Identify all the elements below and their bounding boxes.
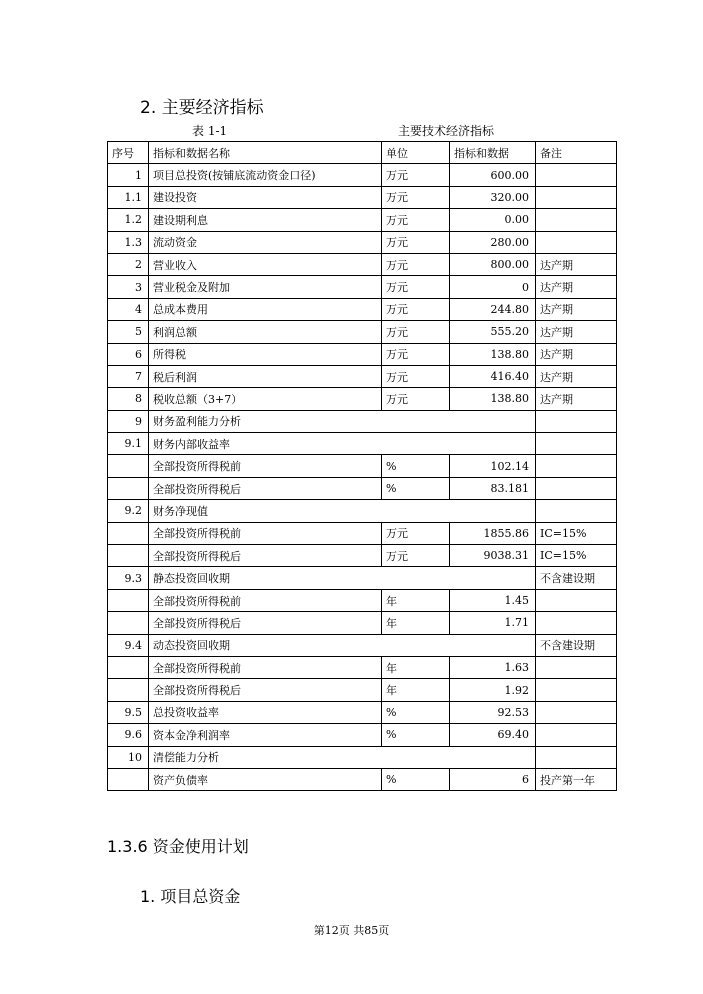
cell-value: 0.00 (450, 209, 536, 231)
cell-note: 达产期 (536, 253, 617, 275)
cell-unit: 万元 (382, 209, 450, 231)
cell-value: 0 (450, 276, 536, 298)
cell-unit: % (382, 477, 450, 499)
cell-value: 1.63 (450, 656, 536, 678)
table-row (108, 276, 617, 298)
cell-name: 资产负债率 (149, 768, 382, 790)
cell-seq (108, 612, 149, 634)
cell-name: 建设期利息 (149, 209, 382, 231)
cell-seq (108, 589, 149, 611)
indicators-table (107, 141, 617, 791)
cell-seq (108, 455, 149, 477)
cell-note: 达产期 (536, 388, 617, 410)
cell-unit: 年 (382, 589, 450, 611)
cell-value: 1.92 (450, 679, 536, 701)
cell-name: 总投资收益率 (149, 701, 382, 723)
cell-note (536, 500, 617, 522)
cell-note (536, 679, 617, 701)
cell-unit: % (382, 701, 450, 723)
cell-note: 不含建设期 (536, 567, 617, 589)
cell-note: 达产期 (536, 365, 617, 387)
cell-value: 6 (450, 768, 536, 790)
cell-note: 不含建设期 (536, 634, 617, 656)
table-row (108, 410, 617, 432)
table-row (108, 343, 617, 365)
section-heading-main-indicators: 2. 主要经济指标 (140, 98, 264, 118)
table-row (108, 612, 617, 634)
cell-note: 投产第一年 (536, 768, 617, 790)
table-row (108, 500, 617, 522)
header-unit: 单位 (382, 142, 450, 164)
cell-name: 动态投资回收期 (149, 634, 536, 656)
cell-note (536, 433, 617, 455)
cell-note (536, 455, 617, 477)
cell-name: 全部投资所得税后 (149, 612, 382, 634)
table-row (108, 186, 617, 208)
cell-name: 税收总额（3+7） (149, 388, 382, 410)
table-row (108, 522, 617, 544)
cell-name: 清偿能力分析 (149, 746, 536, 768)
cell-unit: 万元 (382, 388, 450, 410)
cell-unit: 万元 (382, 298, 450, 320)
table-row (108, 433, 617, 455)
cell-note (536, 612, 617, 634)
cell-name: 营业收入 (149, 253, 382, 275)
cell-unit: 年 (382, 656, 450, 678)
cell-note (536, 164, 617, 186)
cell-value: 600.00 (450, 164, 536, 186)
table-row (108, 455, 617, 477)
cell-seq: 8 (108, 388, 149, 410)
table-row (108, 589, 617, 611)
cell-name: 全部投资所得税后 (149, 477, 382, 499)
cell-value: 69.40 (450, 724, 536, 746)
cell-seq: 9.1 (108, 433, 149, 455)
cell-note (536, 410, 617, 432)
cell-seq: 5 (108, 321, 149, 343)
cell-name: 资本金净利润率 (149, 724, 382, 746)
cell-note: IC=15% (536, 522, 617, 544)
cell-value: 1.71 (450, 612, 536, 634)
cell-seq (108, 679, 149, 701)
cell-name: 静态投资回收期 (149, 567, 536, 589)
table-row (108, 298, 617, 320)
table-title: 主要技术经济指标 (398, 124, 495, 138)
cell-value: 800.00 (450, 253, 536, 275)
table-row (108, 209, 617, 231)
cell-note (536, 186, 617, 208)
cell-unit: 万元 (382, 522, 450, 544)
table-row (108, 253, 617, 275)
cell-seq: 1 (108, 164, 149, 186)
cell-note: 达产期 (536, 343, 617, 365)
section-heading-total-funds: 1. 项目总资金 (140, 887, 241, 906)
cell-unit: 万元 (382, 164, 450, 186)
cell-name: 税后利润 (149, 365, 382, 387)
table-row (108, 701, 617, 723)
section-heading-fund-usage: 1.3.6 资金使用计划 (107, 837, 249, 856)
cell-value: 102.14 (450, 455, 536, 477)
cell-seq (108, 545, 149, 567)
cell-note (536, 477, 617, 499)
cell-seq: 9.5 (108, 701, 149, 723)
table-row (108, 724, 617, 746)
cell-name: 财务净现值 (149, 500, 536, 522)
cell-unit: % (382, 455, 450, 477)
cell-name: 全部投资所得税后 (149, 679, 382, 701)
header-name: 指标和数据名称 (149, 142, 382, 164)
cell-value: 280.00 (450, 231, 536, 253)
cell-value: 9038.31 (450, 545, 536, 567)
cell-note: 达产期 (536, 276, 617, 298)
cell-seq: 1.1 (108, 186, 149, 208)
table-row (108, 321, 617, 343)
table-row (108, 231, 617, 253)
cell-name: 全部投资所得税前 (149, 656, 382, 678)
cell-name: 所得税 (149, 343, 382, 365)
table-row (108, 388, 617, 410)
cell-name: 项目总投资(按铺底流动资金口径) (149, 164, 382, 186)
cell-value: 244.80 (450, 298, 536, 320)
cell-unit: 万元 (382, 545, 450, 567)
cell-value: 320.00 (450, 186, 536, 208)
cell-name: 财务盈利能力分析 (149, 410, 536, 432)
cell-seq: 9.4 (108, 634, 149, 656)
cell-seq: 4 (108, 298, 149, 320)
cell-seq: 9.6 (108, 724, 149, 746)
cell-value: 92.53 (450, 701, 536, 723)
cell-seq: 9.2 (108, 500, 149, 522)
table-row (108, 768, 617, 790)
cell-value: 416.40 (450, 365, 536, 387)
cell-seq: 1.2 (108, 209, 149, 231)
header-seq: 序号 (108, 142, 149, 164)
cell-value: 1855.86 (450, 522, 536, 544)
cell-note (536, 746, 617, 768)
page-footer: 第12页 共85页 (313, 924, 390, 937)
table-row (108, 679, 617, 701)
cell-name: 全部投资所得税前 (149, 522, 382, 544)
cell-unit: % (382, 724, 450, 746)
table-header-row (108, 142, 617, 164)
cell-seq: 7 (108, 365, 149, 387)
table-row (108, 746, 617, 768)
cell-name: 全部投资所得税前 (149, 455, 382, 477)
cell-note (536, 589, 617, 611)
cell-unit: 万元 (382, 276, 450, 298)
header-note: 备注 (536, 142, 617, 164)
table-row (108, 656, 617, 678)
cell-unit: 年 (382, 612, 450, 634)
cell-name: 利润总额 (149, 321, 382, 343)
cell-seq: 6 (108, 343, 149, 365)
cell-unit: % (382, 768, 450, 790)
cell-value: 1.45 (450, 589, 536, 611)
indicators-table-body (108, 142, 617, 791)
cell-unit: 万元 (382, 343, 450, 365)
cell-note (536, 724, 617, 746)
cell-name: 全部投资所得税前 (149, 589, 382, 611)
cell-value: 83.181 (450, 477, 536, 499)
table-row (108, 477, 617, 499)
cell-note: IC=15% (536, 545, 617, 567)
cell-seq: 3 (108, 276, 149, 298)
cell-note (536, 231, 617, 253)
table-number: 表 1-1 (192, 124, 228, 138)
cell-note (536, 656, 617, 678)
cell-unit: 万元 (382, 365, 450, 387)
header-value: 指标和数据 (450, 142, 536, 164)
cell-unit: 万元 (382, 186, 450, 208)
cell-value: 555.20 (450, 321, 536, 343)
cell-seq: 9 (108, 410, 149, 432)
table-row (108, 365, 617, 387)
cell-note: 达产期 (536, 321, 617, 343)
cell-seq: 2 (108, 253, 149, 275)
cell-seq: 1.3 (108, 231, 149, 253)
cell-name: 总成本费用 (149, 298, 382, 320)
table-row (108, 567, 617, 589)
cell-note (536, 701, 617, 723)
table-row (108, 634, 617, 656)
cell-value: 138.80 (450, 343, 536, 365)
cell-name: 全部投资所得税后 (149, 545, 382, 567)
cell-unit: 年 (382, 679, 450, 701)
cell-note (536, 209, 617, 231)
cell-seq: 9.3 (108, 567, 149, 589)
table-row (108, 545, 617, 567)
cell-unit: 万元 (382, 231, 450, 253)
cell-name: 建设投资 (149, 186, 382, 208)
table-row (108, 164, 617, 186)
cell-unit: 万元 (382, 321, 450, 343)
cell-note: 达产期 (536, 298, 617, 320)
cell-seq (108, 768, 149, 790)
cell-unit: 万元 (382, 253, 450, 275)
cell-seq (108, 522, 149, 544)
cell-name: 流动资金 (149, 231, 382, 253)
cell-seq (108, 477, 149, 499)
cell-seq (108, 656, 149, 678)
cell-name: 财务内部收益率 (149, 433, 536, 455)
cell-seq: 10 (108, 746, 149, 768)
cell-name: 营业税金及附加 (149, 276, 382, 298)
cell-value: 138.80 (450, 388, 536, 410)
